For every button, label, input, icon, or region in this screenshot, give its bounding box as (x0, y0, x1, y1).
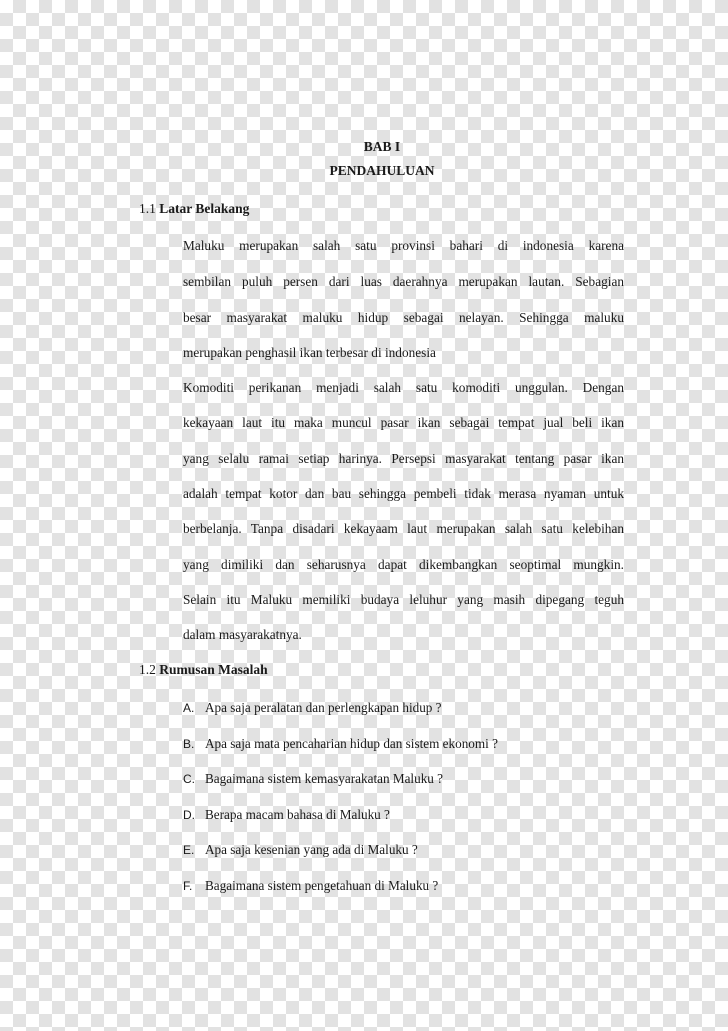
paragraph-line: berbelanja. Tanpa disadari kekayaam laut merupakan salah satu kelebihan (183, 521, 624, 536)
section-title: Latar Belakang (159, 201, 250, 216)
chapter-title: PENDAHULUAN (329, 163, 435, 178)
list-marker: C. (183, 772, 195, 786)
paragraph-line: besar masyarakat maluku hidup sebagai nelayan. Sehingga maluku (183, 310, 624, 325)
section-number: 1.2 (139, 662, 156, 677)
list-item (183, 807, 390, 823)
list-item (183, 771, 443, 787)
paragraph-line: yang dimiliki dan seharusnya dapat dikembangkan seoptimal mungkin. (183, 557, 624, 572)
chapter-label: BAB I (363, 139, 401, 154)
list-item (183, 842, 418, 858)
list-item-text: Berapa macam bahasa di Maluku ? (205, 807, 390, 822)
list-marker: D. (183, 808, 195, 822)
list-item (183, 878, 438, 894)
paragraph-line: Komoditi perikanan menjadi salah satu komoditi unggulan. Dengan (183, 380, 624, 395)
paragraph-line: sembilan puluh persen dari luas daerahnya merupakan lautan. Sebagian (183, 274, 624, 289)
list-marker: B. (183, 737, 195, 751)
section-heading-rumusan-masalah (139, 662, 268, 678)
paragraph-line: Selain itu Maluku memiliki budaya leluhur yang masih dipegang teguh (183, 592, 624, 607)
list-item (183, 736, 498, 752)
paragraph-line: dalam masyarakatnya. (183, 627, 302, 642)
list-marker: A. (183, 701, 195, 715)
list-item-text: Apa saja peralatan dan perlengkapan hidup ? (205, 700, 442, 715)
list-item-text: Bagaimana sistem kemasyarakatan Maluku ? (205, 771, 444, 786)
paragraph-line: yang selalu ramai setiap harinya. Persepsi masyarakat tentang pasar ikan (183, 451, 624, 466)
list-marker: E. (183, 843, 195, 857)
list-item-text: Bagaimana sistem pengetahuan di Maluku ? (205, 878, 439, 893)
list-item-text: Apa saja kesenian yang ada di Maluku ? (205, 842, 418, 857)
paragraph-line: Maluku merupakan salah satu provinsi bahari di indonesia karena (183, 238, 624, 253)
list-item (183, 700, 442, 716)
paragraph-line: merupakan penghasil ikan terbesar di indonesia (183, 345, 436, 360)
paragraph-line: adalah tempat kotor dan bau sehingga pembeli tidak merasa nyaman untuk (183, 486, 624, 501)
list-item-text: Apa saja mata pencaharian hidup dan sistem ekonomi ? (205, 736, 498, 751)
section-number: 1.1 (139, 201, 156, 216)
list-marker: F. (183, 879, 193, 893)
section-heading-latar-belakang (139, 201, 249, 217)
section-title: Rumusan Masalah (159, 662, 268, 677)
paragraph-line: kekayaan laut itu maka muncul pasar ikan sebagai tempat jual beli ikan (183, 415, 624, 430)
